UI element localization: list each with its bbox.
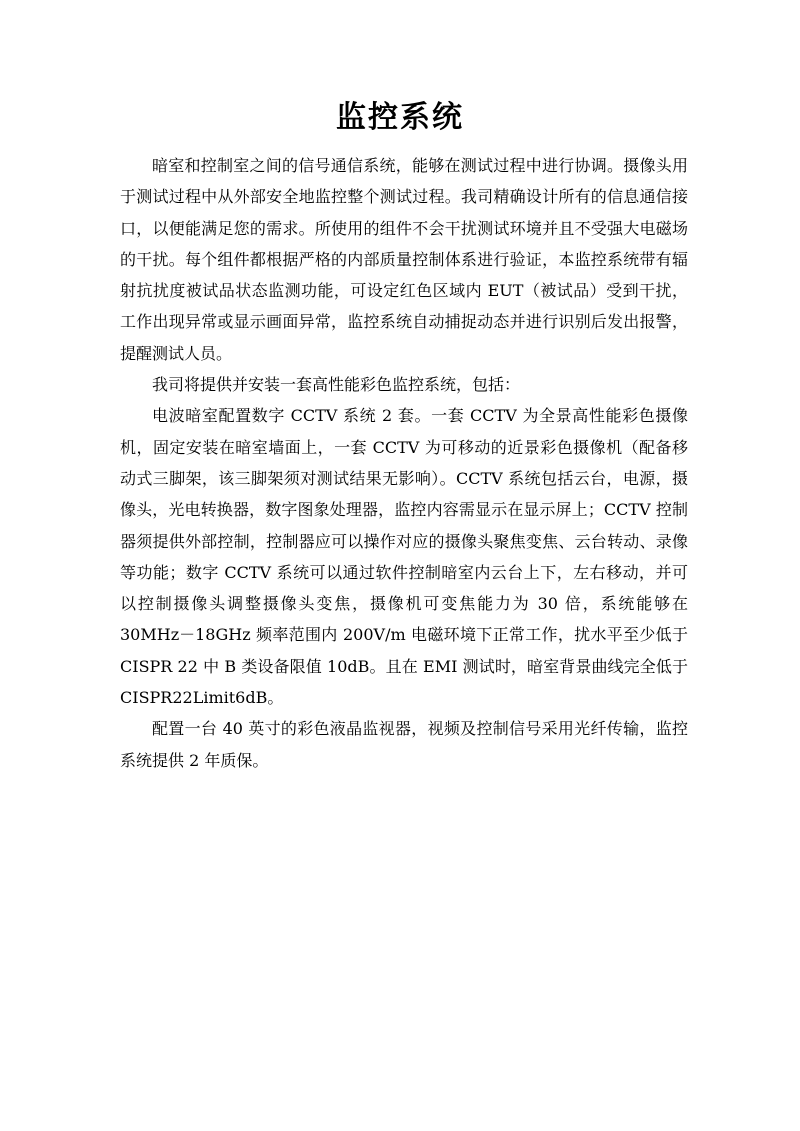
document-body bbox=[120, 150, 688, 776]
paragraph-monitor: 配置一台 40 英寸的彩色液晶监视器，视频及控制信号采用光纤传输，监控系统提供 2 年质保。 bbox=[120, 719, 688, 770]
paragraph-provision: 我司将提供并安装一套高性能彩色监控系统，包括： bbox=[152, 375, 521, 395]
paragraph-cctv-spec: 电波暗室配置数字 CCTV 系统 2 套。一套 CCTV 为全景高性能彩色摄像机，固定安装在暗室墙面上，一套 CCTV 为可移动的近景彩色摄像机（配备移动式三脚架，该三脚架须对测试结果无影响）。CCTV 系统包括云台，电源，摄像头，光电转换器，数字图象处理器，监控内容需显示在显示屏上；CCTV 控制器须提供外部控制，控制器应可以操作对应的摄像头聚焦变焦、云台转动、录像等功能；数字 CCTV 系统可以通过软件控制暗室内云台上下，左右移动，并可以控制摄像头调整摄像头变焦，摄像机可变焦能力为 30 倍，系统能够在 30MHz－18GHz 频率范围内 200V/m 电磁环境下正常工作，扰水平至少低于 CISPR 22 中 B 类设备限值 10dB。且在 EMI 测试时，暗室背景曲线完全低于 CISPR22Limit6dB。 bbox=[120, 406, 688, 708]
paragraph-intro: 暗室和控制室之间的信号通信系统，能够在测试过程中进行协调。摄像头用于测试过程中从外部安全地监控整个测试过程。我司精确设计所有的信息通信接口，以便能满足您的需求。所使用的组件不会干扰测试环境并且不受强大电磁场的干扰。每个组件都根据严格的内部质量控制体系进行验证，本监控系统带有辐射抗扰度被试品状态监测功能，可设定红色区域内 EUT（被试品）受到干扰，工作出现异常或显示画面异常，监控系统自动捕捉动态并进行识别后发出报警，提醒测试人员。 bbox=[120, 156, 688, 363]
document-title: 监控系统 bbox=[336, 100, 464, 135]
